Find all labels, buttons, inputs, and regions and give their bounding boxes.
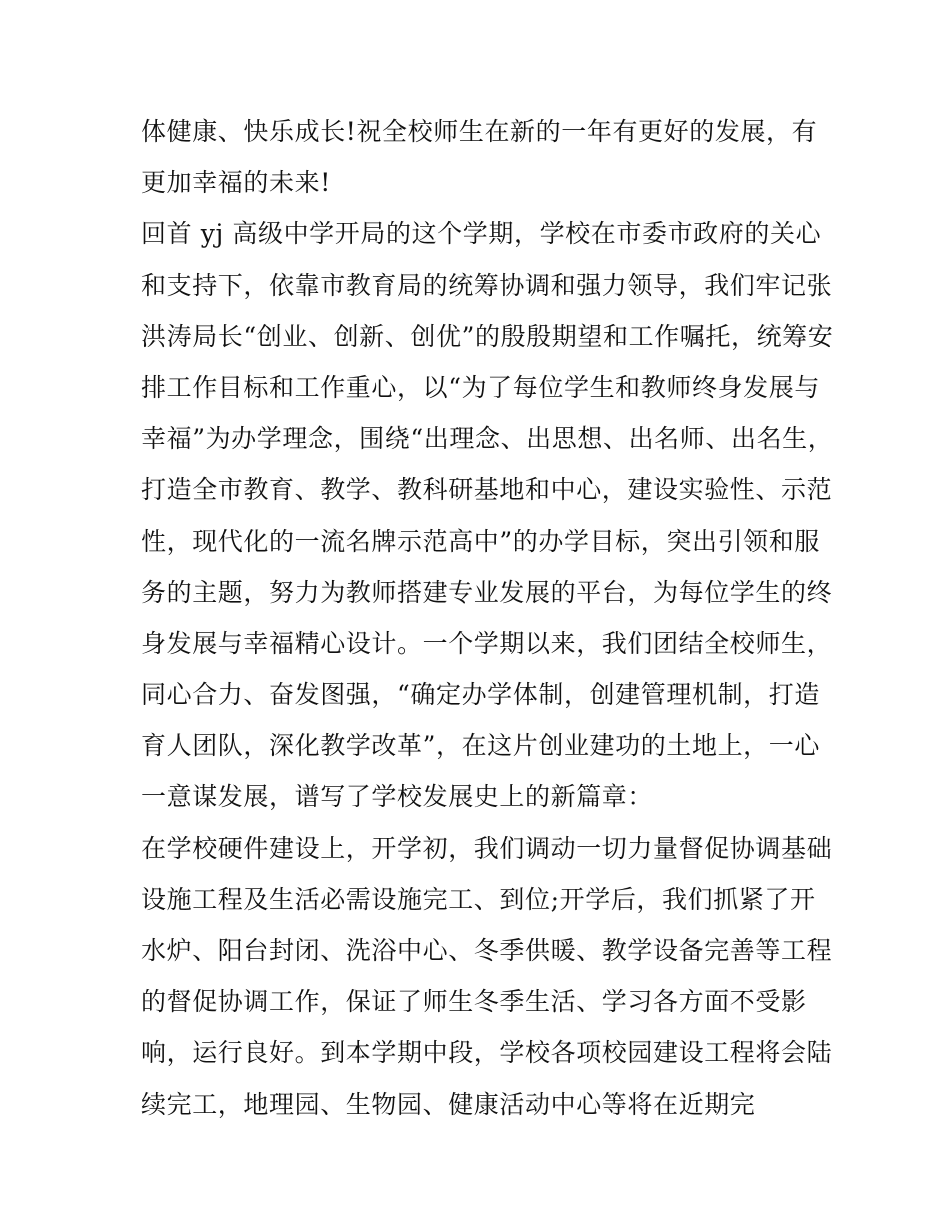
text-line-15: 在学校硬件建设上，开学初，我们调动一切力量督促协调基础 — [141, 833, 833, 863]
text-line-3: 回首 yj 高级中学开局的这个学期，学校在市委市政府的关心 — [141, 219, 822, 249]
text-line-2: 更加幸福的未来! — [141, 168, 331, 198]
body-text — [141, 106, 834, 1130]
text-line-17: 水炉、阳台封闭、洗浴中心、冬季供暖、教学设备完善等工程 — [141, 936, 833, 965]
text-line-9: 性，现代化的一流名牌示范高中”的办学目标，突出引领和服 — [141, 526, 820, 556]
text-line-18: 的督促协调工作，保证了师生冬季生活、学习各方面不受影 — [141, 987, 807, 1017]
text-line-20: 续完工，地理园、生物园、健康活动中心等将在近期完 — [141, 1089, 756, 1119]
text-line-8: 打造全市教育、教学、教科研基地和中心，建设实验性、示范 — [141, 475, 833, 505]
text-line-1: 体健康、快乐成长!祝全校师生在新的一年有更好的发展，有 — [141, 117, 818, 146]
text-line-13: 育人团队，深化教学改革”，在这片创业建功的土地上，一心 — [141, 731, 820, 761]
text-line-6: 排工作目标和工作重心，以“为了每位学生和教师终身发展与 — [141, 372, 820, 402]
text-line-14: 一意谋发展，谱写了学校发展史上的新篇章： — [141, 782, 654, 812]
text-line-5: 洪涛局长“创业、创新、创优”的殷殷期望和工作嘱托，统筹安 — [141, 321, 834, 351]
text-line-4: 和支持下，依靠市教育局的统筹协调和强力领导，我们牢记张 — [141, 270, 833, 300]
text-line-19: 响，运行良好。到本学期中段，学校各项校园建设工程将会陆 — [141, 1038, 833, 1068]
text-line-10: 务的主题，努力为教师搭建专业发展的平台，为每位学生的终 — [141, 577, 833, 607]
text-line-7: 幸福”为办学理念，围绕“出理念、出思想、出名师、出名生， — [141, 424, 834, 454]
text-line-16: 设施工程及生活必需设施完工、到位;开学后，我们抓紧了开 — [141, 884, 816, 914]
text-line-12: 同心合力、奋发图强，“确定办学体制，创建管理机制，打造 — [141, 680, 820, 710]
text-line-11: 身发展与幸福精心设计。一个学期以来，我们团结全校师生， — [141, 628, 833, 658]
